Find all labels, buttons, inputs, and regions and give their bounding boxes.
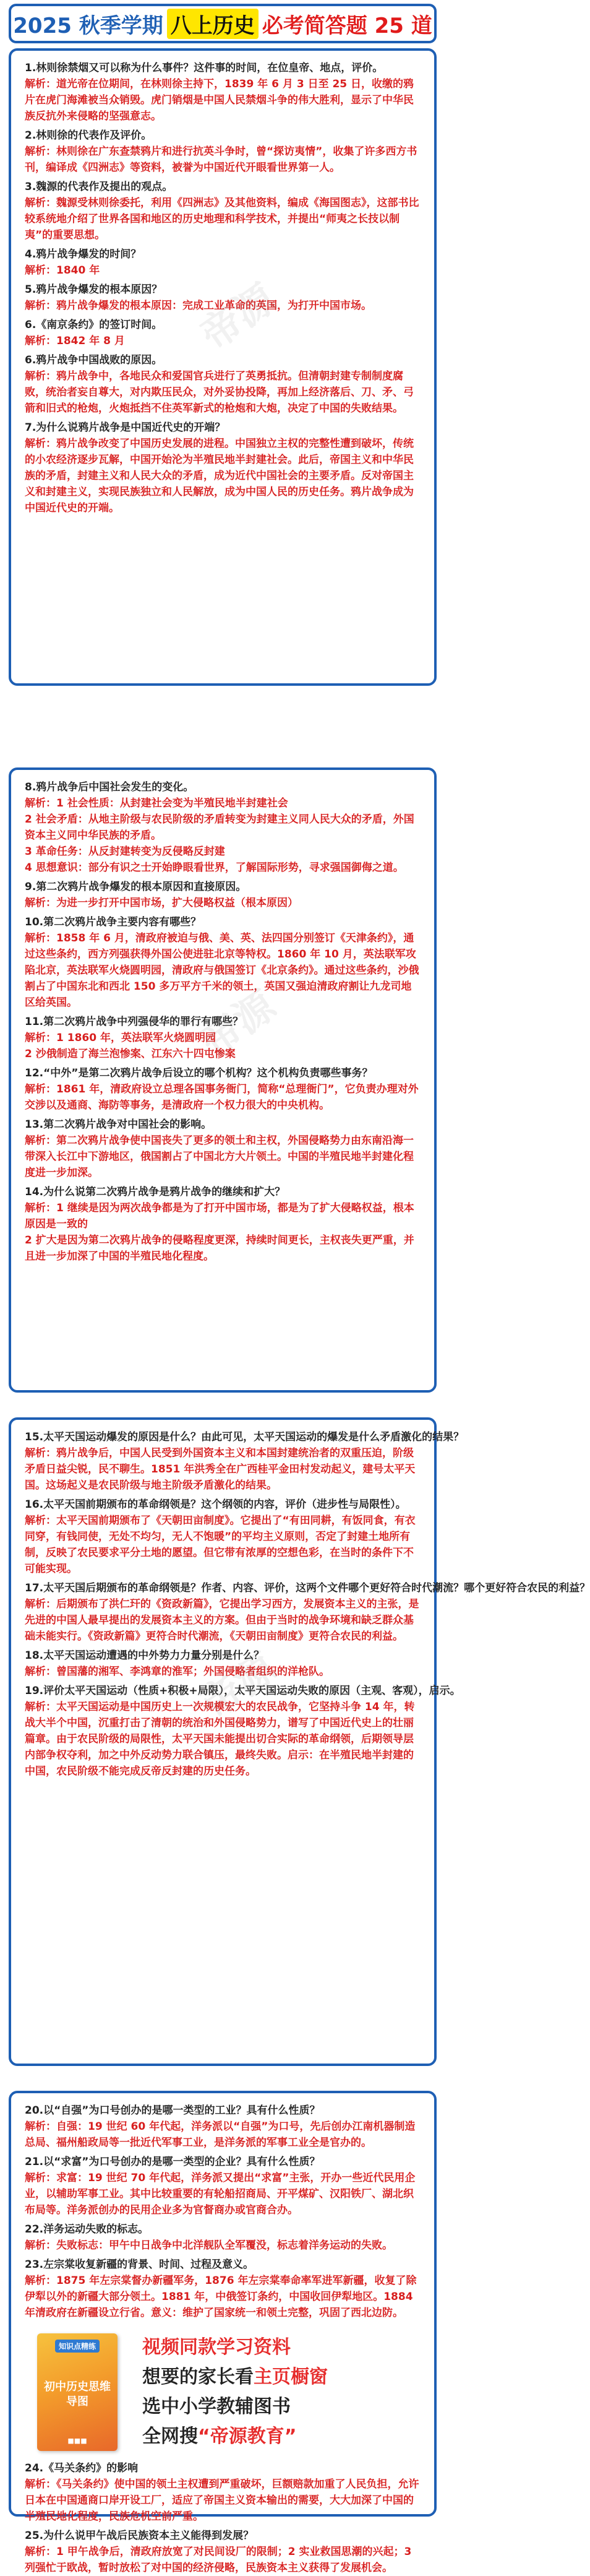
- answer: 解析：《马关条约》使中国的领土主权遭到严重破坏，巨额赔款加重了人民负担，允许日本在中国通商口岸开设工厂，适应了帝国主义资本输出的需要，大大加深了中国的半殖民地化程度，民族危机空前严重。: [25, 2478, 419, 2523]
- answer: 解析：道光帝在位期间，在林则徐主持下，1839 年 6 月 3 日至 25 日，收缴的鸦片在虎门海滩被当众销毁。虎门销烟是中国人民禁烟斗争的伟大胜利，显示了中华民族反抗外来侵略的坚强意志。: [25, 78, 414, 123]
- watermark: 帝源: [192, 1645, 284, 1728]
- answer: 解析：1842 年 8 月: [25, 335, 125, 347]
- question: 19.评价太平天国运动（性质+积极+局限），太平天国运动失败的原因（主观、客观），启示。: [25, 1685, 461, 1697]
- question: 24.《马关条约》的影响: [25, 2462, 139, 2474]
- answer: 解析：1 甲午战争后，清政府放宽了对民间设厂的限制；2 实业救国思潮的兴起；3 列强忙于欧战，暂时放松了对中国的经济侵略，民族资本主义获得了发展机会。: [25, 2546, 412, 2574]
- question: 15.太平天国运动爆发的原因是什么？由此可见，太平天国运动的爆发是什么矛盾激化的结果？: [25, 1431, 464, 1443]
- answer: 解析：1875 年左宗棠督办新疆军务，1876 年左宗棠奉命率军进军新疆，收复了除伊犁以外的新疆大部分领土。1881 年，中俄签订条约，中国收回伊犁地区。1884 年清政府在新疆设立行省。意义：维护了国家统一和领土完整，巩固了西北边防。: [25, 2275, 417, 2319]
- promo-line-2: 想要的家长看主页橱窗: [142, 2366, 328, 2388]
- answer: 解析：太平天国运动是中国历史上一次规模宏大的农民战争，它坚持斗争 14 年，转战大半个中国，沉重打击了清朝的统治和外国侵略势力，谱写了中国近代史上的壮丽篇章。由于农民阶级的局限性，太平天国未能提出切合实际的革命纲领，后期领导层内部争权夺利，加之中外反动势力联合镇压，最终失败。启示：在半殖民地半封建的中国，农民阶级不能完成反帝反封建的历史任务。: [25, 1701, 415, 1778]
- question: 14.为什么说第二次鸦片战争是鸦片战争的继续和扩大？: [25, 1186, 286, 1198]
- qa-card-4: [9, 2091, 437, 2574]
- question: 3.魏源的代表作及提出的观点。: [25, 181, 173, 193]
- answer: 解析：鸦片战争中，各地民众和爱国官兵进行了英勇抵抗。但清朝封建专制制度腐败，统治者妄自尊大，对内欺压民众，对外妥协投降，再加上经济落后、刀、矛、弓箭和旧式的枪炮，火炮抵挡不住英军新式的枪炮和大炮，决定了中国的失败结果。: [25, 370, 414, 415]
- promo-line-4: 全网搜“帝源教育”: [142, 2426, 297, 2447]
- qa-list: [25, 61, 421, 516]
- answer: 解析：魏源受林则徐委托，利用《四洲志》及其他资料，编成《海国图志》，这部书比较系统地介绍了世界各国和地区的历史地理和科学技术，并提出“师夷之长技以制夷”的重要思想。: [25, 197, 419, 241]
- question: 11.第二次鸦片战争中列强侵华的罪行有哪些？: [25, 1016, 244, 1028]
- question: 16.太平天国前期颁布的革命纲领是？这个纲领的内容，评价（进步性与局限性）。: [25, 1498, 406, 1511]
- question: 4.鸦片战争爆发的时间？: [25, 248, 142, 261]
- answer: 解析：1861 年，清政府设立总理各国事务衙门，简称“总理衙门”，它负责办理对外交涉以及通商、海防等事务，是清政府一个权力很大的中央机构。: [25, 1083, 419, 1112]
- answer: 解析：1858 年 6 月，清政府被迫与俄、美、英、法四国分别签订《天津条约》，通过这些条约，西方列强获得外国公使进驻北京等特权。1860 年 10 月，英法联军攻陷北京，英法联军火烧圆明园，清政府与俄国签订《北京条约》。通过这些条约，沙俄割占了中国东北和西北 150 多万平方千米的领土，英国又强迫清政府割让九龙司地区给英国。: [25, 932, 419, 1009]
- promo-banner[interactable]: [25, 2327, 421, 2457]
- question: 23.左宗棠收复新疆的背景、时间、过程及意义。: [25, 2258, 254, 2271]
- answer: 解析：后期颁布了洪仁玕的《资政新篇》，它提出学习西方，发展资本主义的主张，是先进的中国人最早提出的发展资本主义的方案。但由于当时的战争环境和缺乏群众基础未能实行。《资政新篇》更符合时代潮流，《天朝田亩制度》更符合农民的利益。: [25, 1598, 419, 1643]
- question: 18.太平天国运动遭遇的中外势力力量分别是什么？: [25, 1649, 265, 1662]
- question: 13.第二次鸦片战争对中国社会的影响。: [25, 1118, 212, 1131]
- question: 1.林则徐禁烟又可以称为什么事件？这件事的时间，在位皇帝、地点，评价。: [25, 62, 383, 74]
- question: 20.以“自强”为口号创办的是哪一类型的工业？具有什么性质？: [25, 2104, 320, 2117]
- question: 22.洋务运动失败的标志。: [25, 2223, 149, 2236]
- answer: 解析：失败标志：甲午中日战争中北洋舰队全军覆没，标志着洋务运动的失败。: [25, 2239, 393, 2252]
- question: 9.第二次鸦片战争爆发的根本原因和直接原因。: [25, 881, 247, 893]
- book-name: 初中历史思维导图: [44, 2380, 111, 2408]
- promo-text: [142, 2333, 328, 2452]
- answer: 解析：1 继续是因为两次战争都是为了打开中国市场，都是为了扩大侵略权益，根本原因是一致的 2 扩大是因为第二次鸦片战争的侵略程度更深，持续时间更长，主权丧失更严重，并且进一步加深了中国的半殖民地化程度。: [25, 1202, 414, 1263]
- answer: 解析：第二次鸦片战争使中国丧失了更多的领土和主权，外国侵略势力由东南沿海一带深入长江中下游地区，俄国割占了中国北方大片领土。中国的半殖民地半封建化程度进一步加深。: [25, 1135, 414, 1179]
- title-prefix: 2025 秋季学期: [13, 13, 163, 38]
- answer: 解析：1840 年: [25, 264, 100, 277]
- answer: 解析：鸦片战争爆发的根本原因：完成工业革命的英国，为打开中国市场。: [25, 300, 372, 312]
- qa-list: [25, 2461, 421, 2576]
- answer: 解析：林则徐在广东查禁鸦片和进行抗英斗争时，曾“探访夷情”，收集了许多西方书刊，编译成《四洲志》等资料，被誉为中国近代开眼看世界第一人。: [25, 145, 417, 174]
- question: 10.第二次鸦片战争主要内容有哪些？: [25, 916, 202, 928]
- promo-line-3: 选中小学教辅图书: [142, 2396, 291, 2418]
- answer: 解析：自强：19 世纪 60 年代起，洋务派以“自强”为口号，先后创办江南机器制造总局、福州船政局等一批近代军事工业，是洋务派的军事工业全是官办的。: [25, 2120, 416, 2149]
- watermark: 帝源: [192, 982, 284, 1066]
- answer: 解析：1 社会性质：从封建社会变为半殖民地半封建社会 2 社会矛盾：从地主阶级与农民阶级的矛盾转变为封建主义同人民大众的矛盾，外国资本主义同中华民族的矛盾。 3 革命任务：从反封建转变为反侵略反封建 4 思想意识：部分有识之士开始睁眼看世界，了解国际形势，寻求强国御侮之道。: [25, 797, 414, 874]
- title-highlight: 八上历史: [167, 9, 259, 39]
- question: 7.为什么说鸦片战争是中国近代史的开端？: [25, 421, 226, 434]
- qa-card-3: [9, 1417, 590, 2066]
- qa-list: [25, 780, 421, 1264]
- question: 2.林则徐的代表作及评价。: [25, 129, 152, 142]
- promo-line-1: 视频同款学习资料: [142, 2336, 291, 2358]
- answer: 解析：鸦片战争改变了中国历史发展的进程。中国独立主权的完整性遭到破坏，传统的小农经济逐步瓦解，中国开始沦为半殖民地半封建社会。此后，帝国主义和中华民族的矛盾，封建主义和人民大众的矛盾，成为近代中国社会的主要矛盾。反对帝国主义和封建主义，实现民族独立和人民解放，成为中国人民的历史任务。鸦片战争成为中国近代史的开端。: [25, 438, 414, 514]
- answer: 解析：求富：19 世纪 70 年代起，洋务派又提出“求富”主张，开办一些近代民用企业，以辅助军事工业。其中比较重要的有轮船招商局、开平煤矿、汉阳铁厂、湖北织布局等。洋务派创办的民用企业多为官督商办或官商合办。: [25, 2172, 416, 2216]
- qa-list: [25, 1430, 590, 1779]
- question: 17.太平天国后期颁布的革命纲领是？作者、内容、评价，这两个文件哪个更好符合时代潮流？哪个更好符合农民的利益？: [25, 1582, 590, 1594]
- title-suffix: 必考简答题 25 道: [262, 13, 432, 38]
- answer: 解析：鸦片战争后，中国人民受到外国资本主义和本国封建统治者的双重压迫，阶级矛盾日益尖锐，民不聊生。1851 年洪秀全在广西桂平金田村发动起义，建号太平天国。这场起义是农民阶级与地主阶级矛盾激化的结果。: [25, 1447, 416, 1492]
- question: 25.为什么说甲午战后民族资本主义能得到发展？: [25, 2530, 254, 2542]
- answer: 解析：太平天国前期颁布了《天朝田亩制度》。它提出了“有田同耕，有饭同食，有衣同穿，有钱同使，无处不均匀，无人不饱暖”的平均主义原则，否定了封建土地所有制，反映了农民要求平分土地的愿望。但它带有浓厚的空想色彩，在当时的条件下不可能实现。: [25, 1515, 416, 1575]
- question: 12.“中外”是第二次鸦片战争后设立的哪个机构？这个机构负责哪些事务？: [25, 1067, 373, 1079]
- question: 6.鸦片战争中国战败的原因。: [25, 354, 163, 366]
- question: 8.鸦片战争后中国社会发生的变化。: [25, 781, 194, 793]
- qa-card-2: [9, 767, 437, 1393]
- qa-card-1: [9, 48, 437, 686]
- qa-list: [25, 2103, 421, 2321]
- page-title: [9, 4, 437, 43]
- answer: 解析：为进一步打开中国市场，扩大侵略权益（根本原因）: [25, 897, 298, 909]
- question: 6.《南京条约》的签订时间。: [25, 319, 163, 331]
- question: 5.鸦片战争爆发的根本原因？: [25, 283, 163, 296]
- answer: 解析：曾国藩的湘军、李鸿章的淮军；外国侵略者组织的洋枪队。: [25, 1666, 330, 1678]
- book-icon: ■■■: [67, 2437, 87, 2445]
- book-cover-image[interactable]: [37, 2333, 118, 2451]
- question: 21.以“求富”为口号创办的是哪一类型的企业？具有什么性质？: [25, 2156, 320, 2168]
- answer: 解析：1 1860 年，英法联军火烧圆明园 2 沙俄制造了海兰泡惨案、江东六十四屯惨案: [25, 1032, 236, 1060]
- book-tag: 知识点精练: [55, 2340, 100, 2353]
- watermark: 帝源: [192, 275, 284, 359]
